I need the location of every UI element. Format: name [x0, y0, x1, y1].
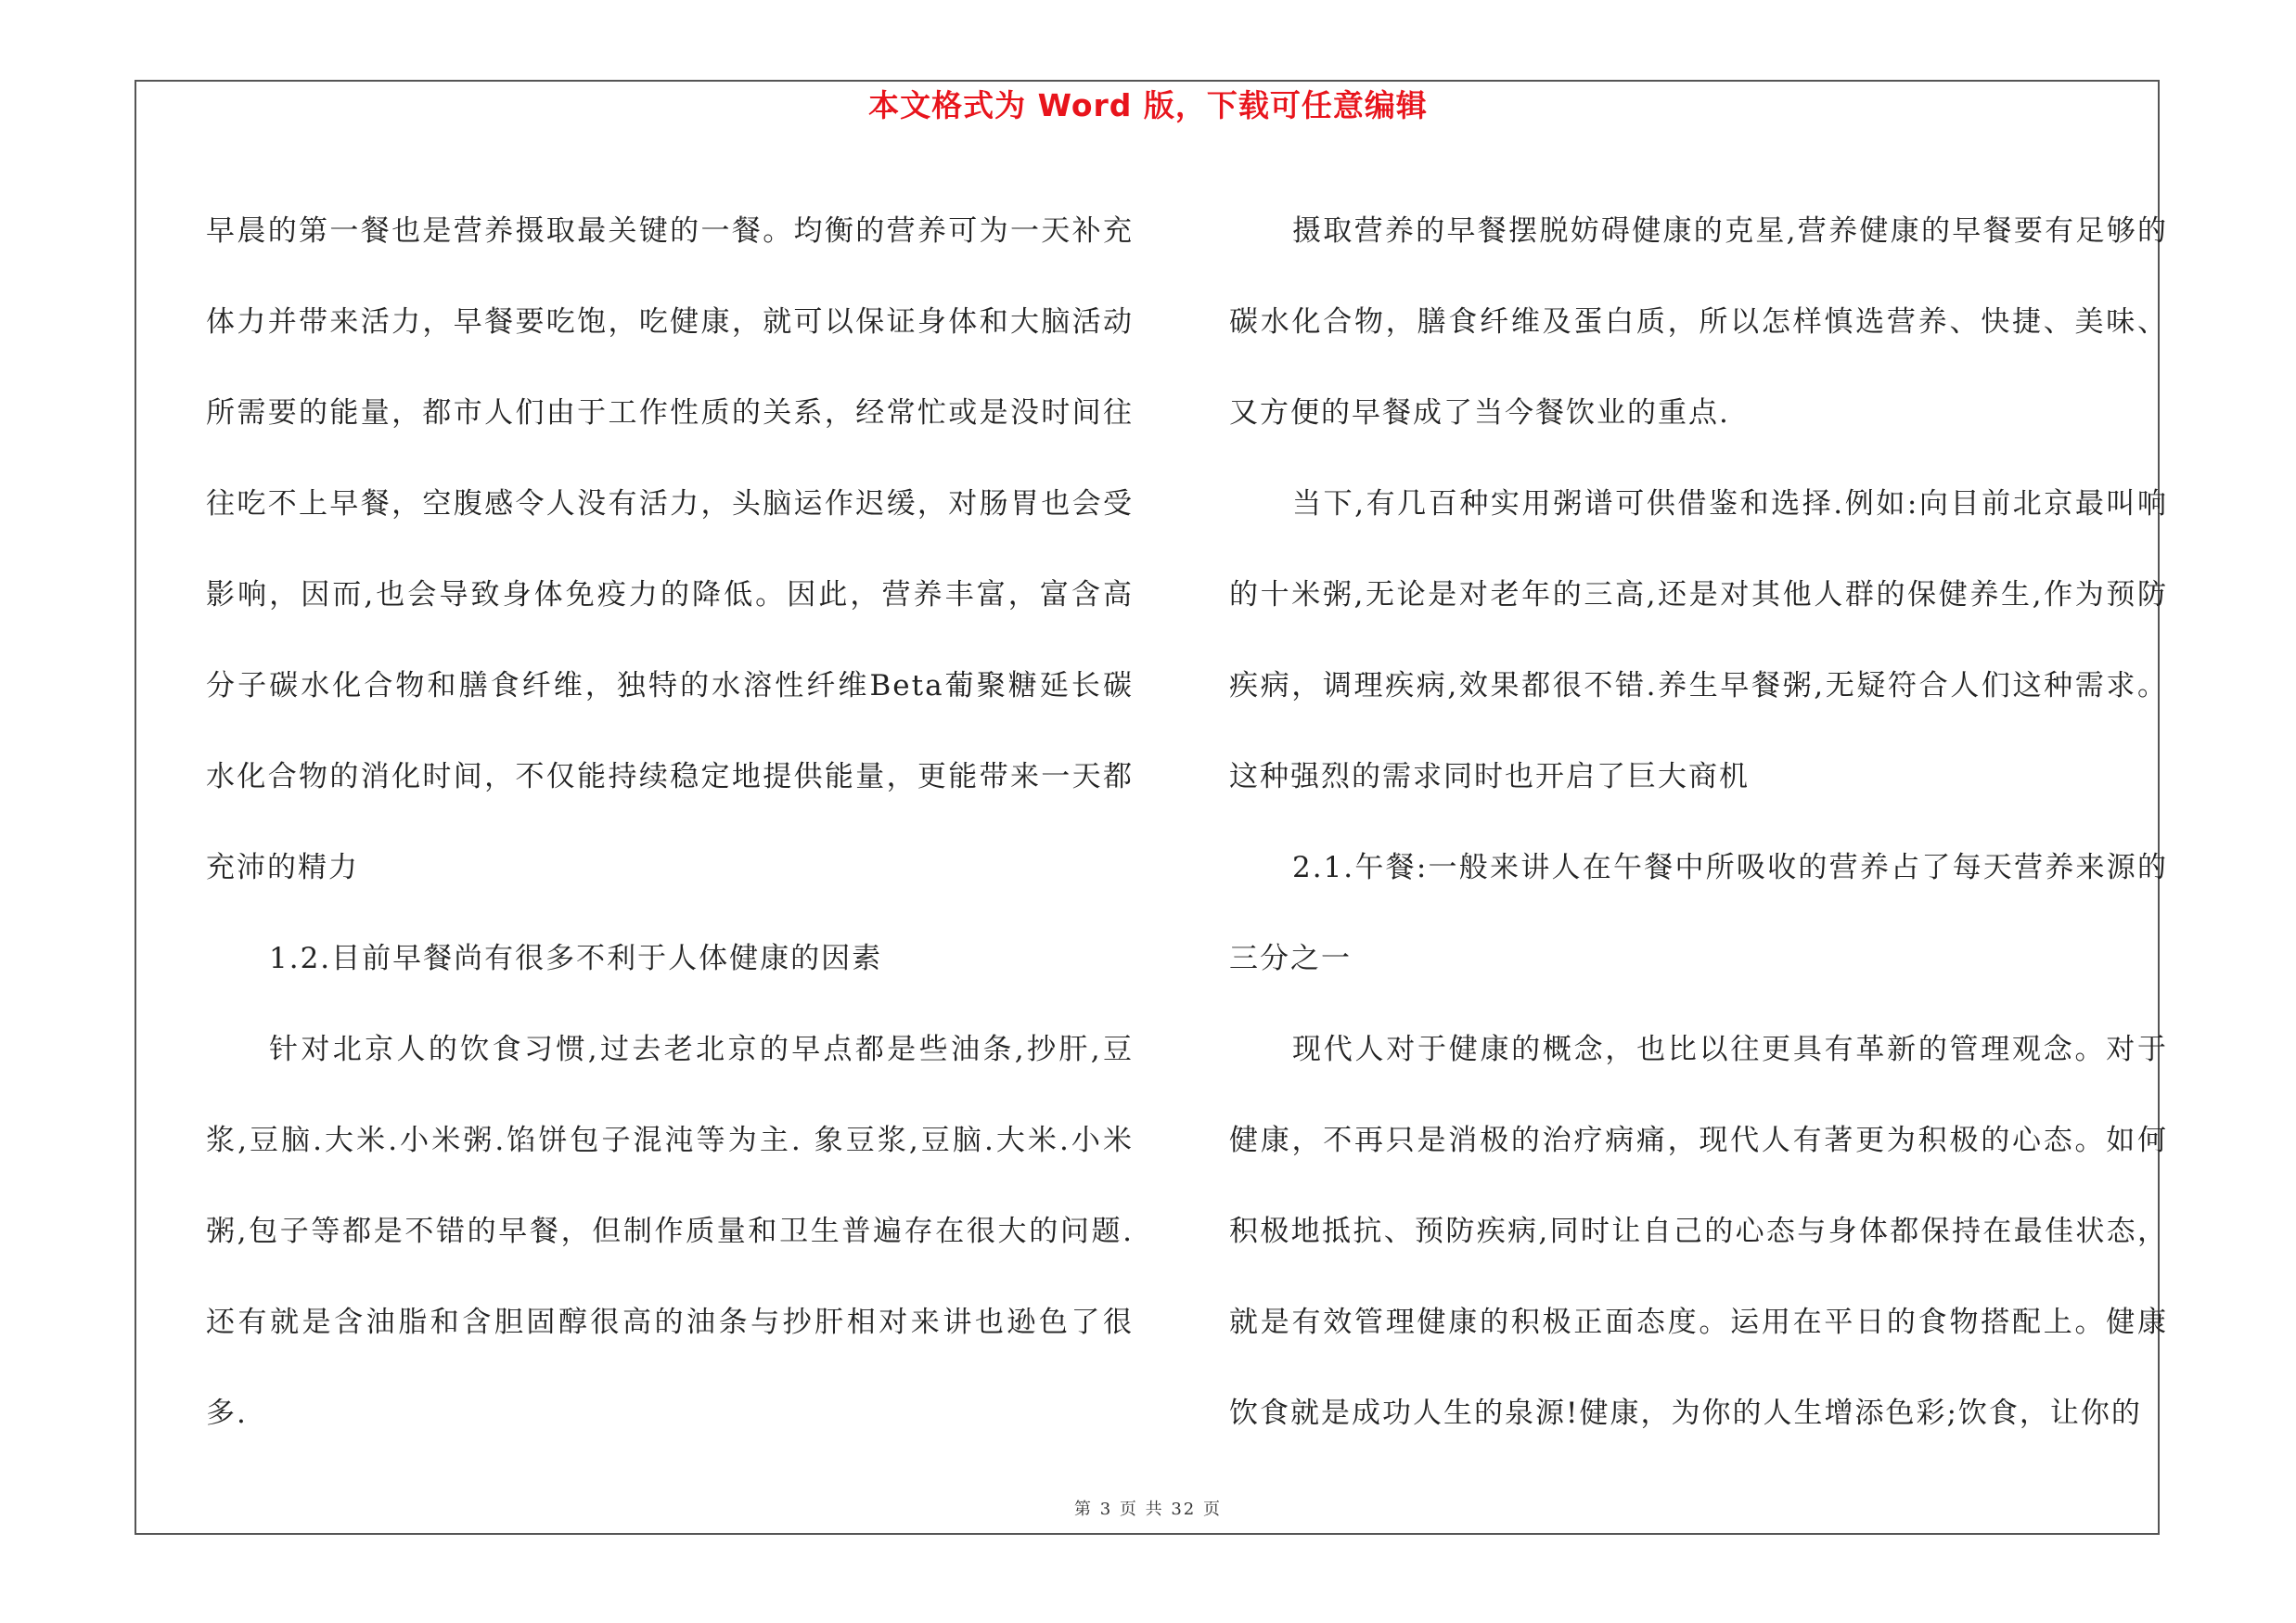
- page-number-footer: 第 3 页 共 32 页: [1074, 1500, 1222, 1519]
- section-heading: 1.2.目前早餐尚有很多不利于人体健康的因素: [269, 942, 883, 975]
- paragraph: 2.1.午餐:一般来讲人在午餐中所吸收的营养占了每天营养来源的三分之一: [1229, 851, 2168, 975]
- paragraph: 当下,有几百种实用粥谱可供借鉴和选择.例如:向目前北京最叫响的十米粥,无论是对老年的三高,还是对其他人群的保健养生,作为预防疾病，调理疾病,效果都很不错.养生早餐粥,无疑符合人们这种需求。 这种强烈的需求同时也开启了巨大商机: [1229, 487, 2168, 793]
- paragraph: 现代人对于健康的概念，也比以往更具有革新的管理观念。对于健康，不再只是消极的治疗病痛，现代人有著更为积极的心态。如何积极地抵抗、预防疾病,同时让自己的心态与身体都保持在最佳状态，就是有效管理健康的积极正面态度。运用在平日的食物搭配上。健康饮食就是成功人生的泉源!健康，为你的人生增添色彩;饮食，让你的: [1229, 1033, 2168, 1430]
- left-column: [206, 186, 1134, 1459]
- right-column: [1229, 186, 2168, 1459]
- paragraph: 早晨的第一餐也是营养摄取最关键的一餐。均衡的营养可为一天补充体力并带来活力，早餐要吃饱，吃健康，就可以保证身体和大脑活动所需要的能量，都市人们由于工作性质的关系，经常忙或是没时间往往吃不上早餐，空腹感令人没有活力，头脑运作迟缓，对肠胃也会受影响，因而,也会导致身体免疫力的降低。因此，营养丰富，富含高分子碳水化合物和膳食纤维，独特的水溶性纤维Beta葡聚糖延长碳水化合物的消化时间，不仅能持续稳定地提供能量，更能带来一天都充沛的精力: [206, 214, 1134, 884]
- format-notice-banner: 本文格式为 Word 版，下载可任意编辑: [868, 87, 1428, 123]
- paragraph: 摄取营养的早餐摆脱妨碍健康的克星,营养健康的早餐要有足够的碳水化合物，膳食纤维及蛋白质，所以怎样慎选营养、快捷、美味、又方便的早餐成了当今餐饮业的重点.: [1229, 214, 2168, 430]
- paragraph: 针对北京人的饮食习惯,过去老北京的早点都是些油条,抄肝,豆浆,豆脑.大米.小米粥.馅饼包子混沌等为主. 象豆浆,豆脑.大米.小米粥,包子等都是不错的早餐，但制作质量和卫生普遍存在很大的问题. 还有就是含油脂和含胆固醇很高的油条与抄肝相对来讲也逊色了很多.: [206, 1033, 1134, 1430]
